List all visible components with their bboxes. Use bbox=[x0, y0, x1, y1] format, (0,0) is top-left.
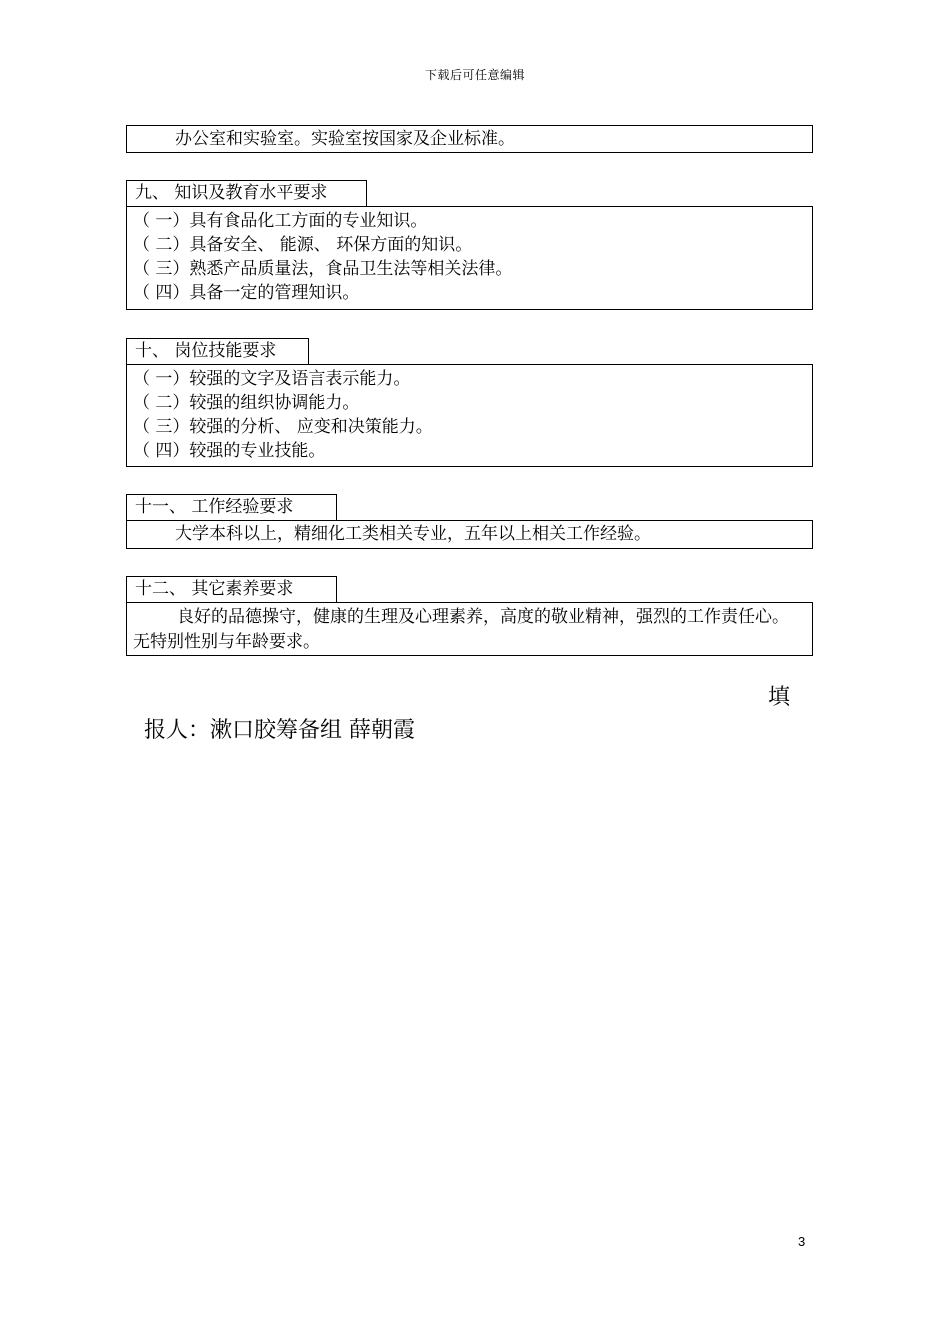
section12-text: 良好的品德操守，健康的生理及心理素养，高度的敬业精神，强烈的工作责任心。无特别性别与年龄要求。 bbox=[133, 607, 789, 652]
section9-item-4: （ 四）具备一定的管理知识。 bbox=[133, 283, 360, 303]
section10-item-1: （ 一）较强的文字及语言表示能力。 bbox=[133, 369, 411, 389]
filler-label-part2: 报人：漱口胶筹备组 薛朝霞 bbox=[144, 718, 415, 743]
section11-text: 大学本科以上，精细化工类相关专业，五年以上相关工作经验。 bbox=[175, 524, 651, 544]
section9-item-3: （ 三）熟悉产品质量法，食品卫生法等相关法律。 bbox=[133, 259, 513, 279]
page-number: 3 bbox=[798, 1234, 806, 1249]
section9-item-2: （ 二）具备安全、 能源、 环保方面的知识。 bbox=[133, 235, 473, 255]
section12-title: 十二、 其它素养要求 bbox=[126, 576, 337, 603]
section10-box bbox=[126, 364, 813, 467]
section11-title: 十一、 工作经验要求 bbox=[126, 494, 337, 521]
top-box bbox=[126, 125, 813, 153]
section10-item-2: （ 二）较强的组织协调能力。 bbox=[133, 393, 360, 413]
section9-title: 九、 知识及教育水平要求 bbox=[126, 180, 367, 207]
section10-title: 十、 岗位技能要求 bbox=[126, 338, 309, 365]
header-note: 下载后可任意编辑 bbox=[424, 68, 525, 82]
filler-label-part1: 填 bbox=[768, 685, 791, 710]
section12-box bbox=[126, 602, 813, 656]
section9-box bbox=[126, 206, 813, 310]
section10-item-4: （ 四）较强的专业技能。 bbox=[133, 441, 326, 461]
section10-item-3: （ 三）较强的分析、 应变和决策能力。 bbox=[133, 417, 433, 437]
section9-item-1: （ 一）具有食品化工方面的专业知识。 bbox=[133, 211, 428, 231]
section11-box bbox=[126, 520, 813, 549]
top-box-text: 办公室和实验室。实验室按国家及企业标准。 bbox=[175, 129, 515, 149]
